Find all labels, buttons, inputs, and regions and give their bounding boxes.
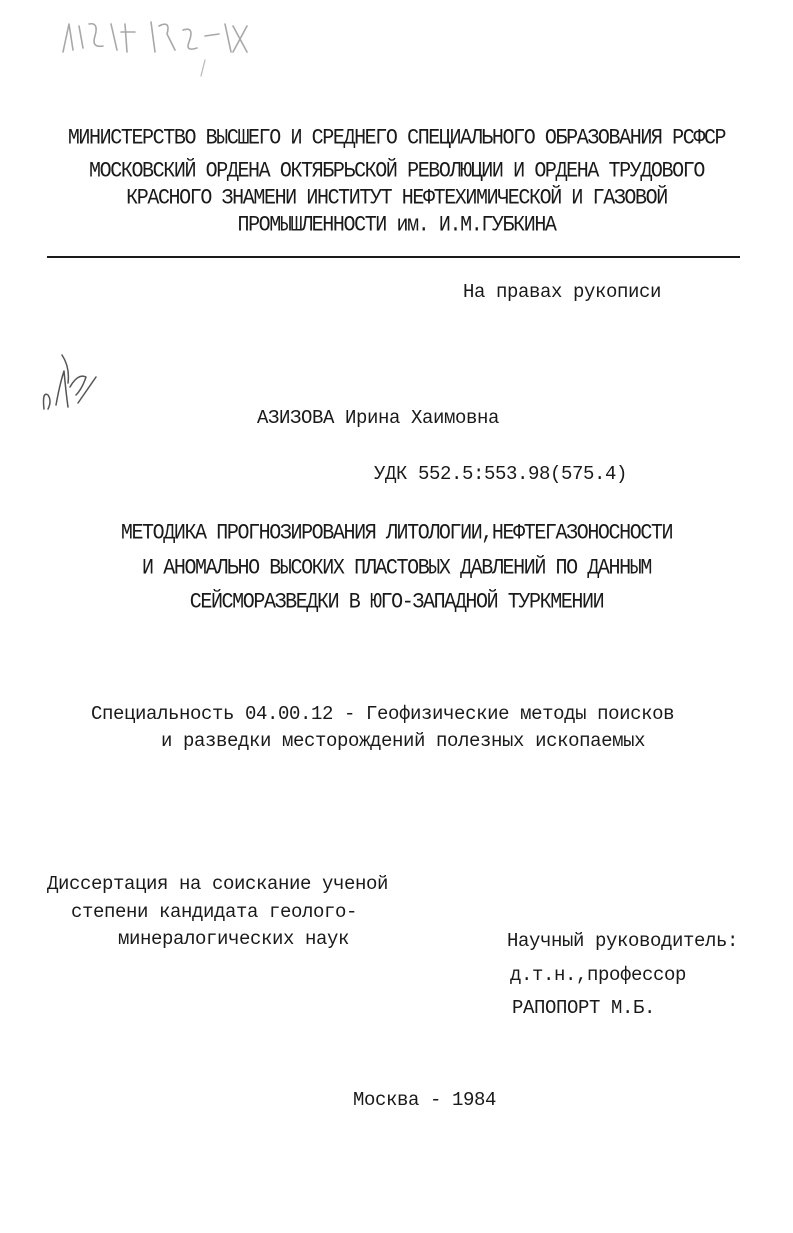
header-divider	[47, 256, 740, 258]
dissertation-line-1: Диссертация на соискание ученой	[47, 873, 389, 895]
manuscript-note: На правах рукописи	[463, 281, 662, 303]
institution-line-3: КРАСНОГО ЗНАМЕНИ ИНСТИТУТ НЕФТЕХИМИЧЕСКОЙ И ГАЗОВОЙ	[126, 185, 667, 212]
title-line-1: МЕТОДИКА ПРОГНОЗИРОВАНИЯ ЛИТОЛОГИИ,НЕФТЕГАЗОНОСНОСТИ	[120, 520, 673, 547]
institution-line-4: ПРОМЫШЛЕННОСТИ им. И.М.ГУБКИНА	[237, 212, 556, 239]
signature-mark	[38, 343, 108, 418]
institution-line-2: МОСКОВСКИЙ ОРДЕНА ОКТЯБРЬСКОЙ РЕВОЛЮЦИИ И ОРДЕНА ТРУДОВОГО	[89, 158, 704, 185]
institution-line-1: МИНИСТЕРСТВО ВЫСШЕГО И СРЕДНЕГО СПЕЦИАЛЬНОГО ОБРАЗОВАНИЯ РСФСР	[67, 125, 726, 152]
dissertation-line-2: степени кандидата геолого-	[71, 901, 358, 923]
title-line-3: СЕЙСМОРАЗВЕДКИ В ЮГО-ЗАПАДНОЙ ТУРКМЕНИИ	[189, 589, 604, 616]
author-name: АЗИЗОВА Ирина Хаимовна	[257, 407, 500, 429]
udc-code: УДК 552.5:553.98(575.4)	[374, 463, 628, 485]
advisor-degree: д.т.н.,профессор	[510, 964, 687, 986]
specialty-line-2: и разведки месторождений полезных ископаемых	[161, 730, 646, 752]
specialty-line-1: Специальность 04.00.12 - Геофизические методы поисков	[91, 703, 675, 725]
dissertation-line-3: минералогических наук	[118, 928, 350, 950]
advisor-label: Научный руководитель:	[507, 930, 739, 952]
pencil-annotation	[55, 12, 285, 82]
place-and-year: Москва - 1984	[353, 1089, 497, 1111]
title-line-2: И АНОМАЛЬНО ВЫСОКИХ ПЛАСТОВЫХ ДАВЛЕНИЙ ПО ДАННЫМ	[142, 555, 651, 582]
advisor-name: РАПОПОРТ М.Б.	[512, 997, 656, 1019]
